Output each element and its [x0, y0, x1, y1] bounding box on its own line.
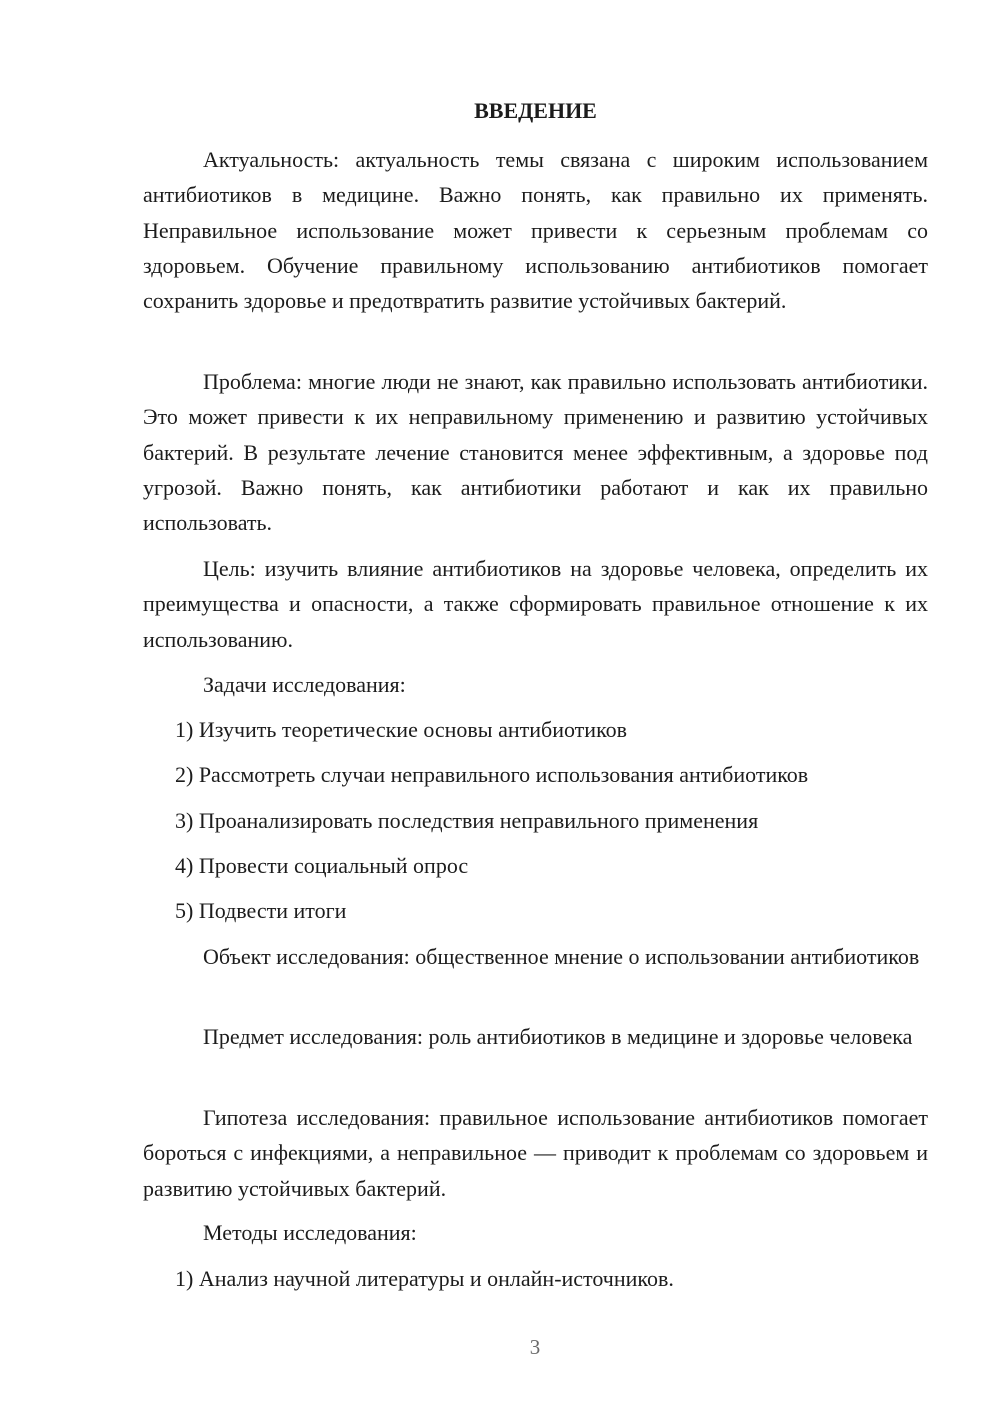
object-paragraph: Объект исследования: общественное мнение о использовании антибиотиков — [203, 944, 920, 969]
relevance-paragraph: Актуальность: актуальность темы связана с широким использованием антибиотиков в медицине. Важно понять, как правильно их применять. Неправильное использование может привести к серьезным проблемам со здоровьем. Обучение правильному использованию антибиотиков помогает сохранить здоровье и предотвратить развитие устойчивых бактерий. — [143, 147, 928, 314]
task-item: 3) Проанализировать последствия неправильного применения — [175, 808, 759, 833]
problem-paragraph: Проблема: многие люди не знают, как правильно использовать антибиотики. Это может привести к их неправильному применению и развитию устойчивых бактерий. В результате лечение становится менее эффективным, а здоровье под угрозой. Важно понять, как антибиотики работают и как их правильно использовать. — [143, 369, 928, 536]
hypothesis-paragraph: Гипотеза исследования: правильное использование антибиотиков помогает бороться с инфекциями, а неправильное — приводит к проблемам со здоровьем и развитию устойчивых бактерий. — [143, 1105, 928, 1201]
page-number: 3 — [529, 1335, 541, 1359]
task-item: 4) Провести социальный опрос — [175, 853, 469, 878]
tasks-title: Задачи исследования: — [203, 672, 406, 697]
subject-paragraph: Предмет исследования: роль антибиотиков в медицине и здоровье человека — [203, 1024, 913, 1049]
section-heading: ВВЕДЕНИЕ — [474, 98, 597, 123]
task-item: 2) Рассмотреть случаи неправильного использования антибиотиков — [175, 762, 809, 787]
task-item: 1) Изучить теоретические основы антибиотиков — [175, 717, 628, 742]
methods-title: Методы исследования: — [203, 1220, 417, 1245]
method-item: 1) Анализ научной литературы и онлайн-источников. — [175, 1266, 674, 1291]
goal-paragraph: Цель: изучить влияние антибиотиков на здоровье человека, определить их преимущества и опасности, а также сформировать правильное отношение к их использованию. — [143, 556, 928, 652]
task-item: 5) Подвести итоги — [175, 898, 347, 923]
